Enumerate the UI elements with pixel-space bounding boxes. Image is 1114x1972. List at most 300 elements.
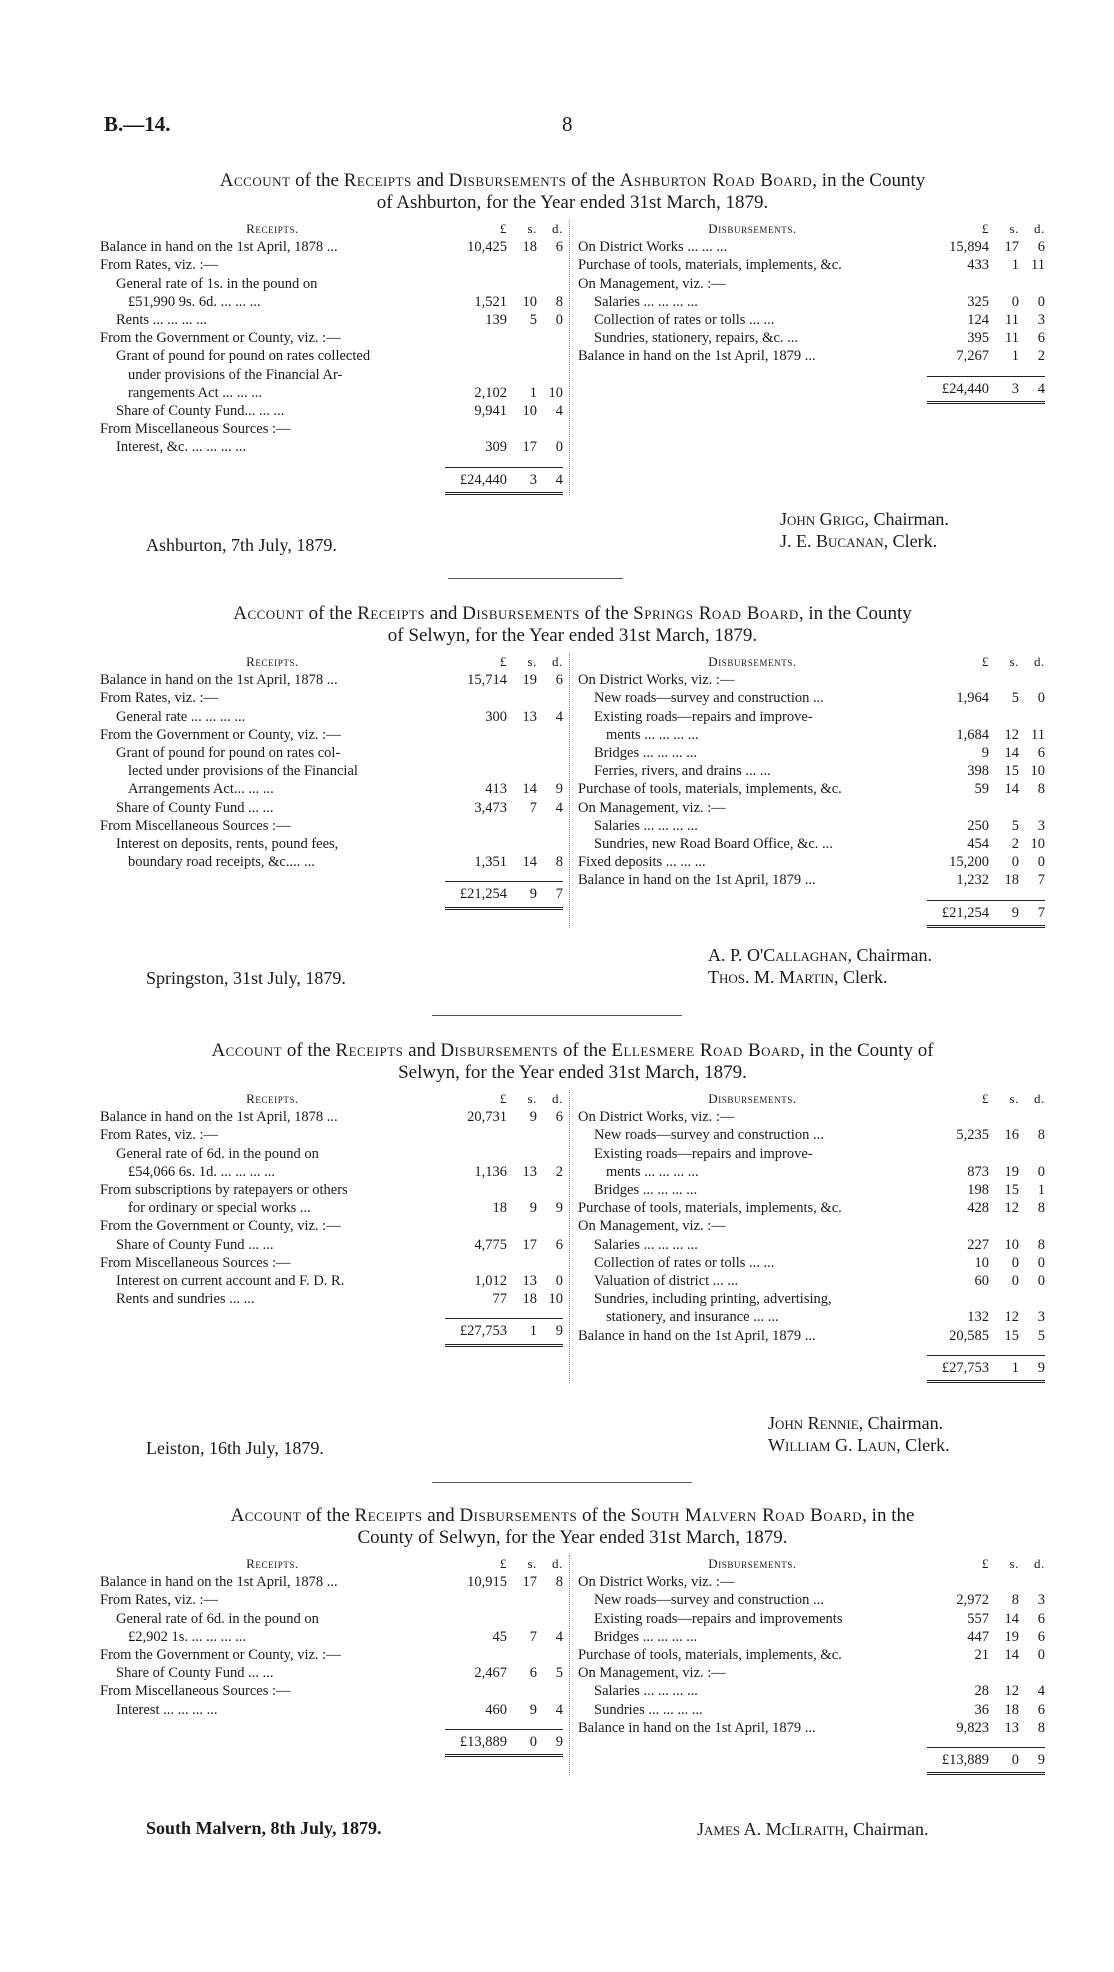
- receipt-label: From Rates, viz. :—: [100, 1592, 219, 1609]
- amount-pence: 6: [1037, 1701, 1045, 1718]
- amount-shillings: s.: [527, 221, 537, 236]
- amount-shillings: 14: [522, 781, 537, 798]
- amount-pence: 7: [1037, 872, 1045, 889]
- amount-pounds: 9,823: [956, 1719, 989, 1736]
- receipt-label: From the Government or County, viz. :—: [100, 1218, 341, 1235]
- amount-pence: 5: [555, 1665, 563, 1682]
- amount-pounds: 36: [974, 1701, 989, 1718]
- receipt-label: Arrangements Act... ... ...: [128, 781, 274, 798]
- amount-shillings: 0: [1011, 1752, 1019, 1769]
- disbursements-total-row: [578, 900, 1045, 928]
- place-date: Leiston, 16th July, 1879.: [146, 1438, 324, 1458]
- disbursements-total-row: [578, 1355, 1045, 1383]
- amount-pence: 7: [1037, 904, 1045, 921]
- amount-shillings: 6: [529, 1665, 537, 1682]
- amount-shillings: 1: [529, 1323, 537, 1340]
- disbursement-row: [578, 671, 1045, 689]
- receipt-label: Balance in hand on the 1st April, 1878 ...: [100, 672, 338, 689]
- amount-shillings: 14: [1004, 1647, 1019, 1664]
- amount-pence: 0: [555, 1273, 563, 1290]
- disbursement-row: [578, 1327, 1045, 1345]
- disbursement-row: [578, 1126, 1045, 1144]
- amount-pence: 6: [555, 1236, 563, 1253]
- clerk-name: William G. Laun: [768, 1435, 897, 1455]
- amount-shillings: s.: [1009, 1091, 1019, 1106]
- receipt-row: [100, 329, 563, 347]
- amount-pence: 5: [1037, 1327, 1045, 1344]
- receipt-label: From subscriptions by ratepayers or others: [100, 1182, 348, 1199]
- amount-pence: 4: [555, 471, 563, 488]
- disbursements-column: [570, 1090, 1045, 1383]
- amount-pence: 0: [555, 439, 563, 456]
- amount-shillings: 19: [1004, 1628, 1019, 1645]
- disbursement-label: Existing roads—repairs and improvements: [594, 1610, 843, 1627]
- amount-pence: d.: [1034, 654, 1045, 669]
- amount-shillings: 0: [1011, 293, 1019, 310]
- road-board-name: Springs Road Board: [633, 603, 799, 624]
- amount-pence: 0: [1037, 1273, 1045, 1290]
- receipt-label: Share of County Fund... ... ...: [116, 403, 285, 420]
- disbursement-row: [578, 817, 1045, 835]
- amount-pounds: 460: [485, 1701, 507, 1718]
- receipt-label: Rents ... ... ... ...: [116, 312, 208, 329]
- signature-block: [708, 944, 932, 988]
- disbursement-label: Sundries ... ... ... ...: [594, 1701, 703, 1718]
- disbursements-total-row: [578, 376, 1045, 404]
- amount-shillings: 17: [522, 1574, 537, 1591]
- disbursements-heading: Disbursements.: [708, 1091, 797, 1106]
- amount-pence: d.: [552, 1091, 563, 1106]
- receipt-row: [100, 384, 563, 402]
- disbursement-row: [578, 1199, 1045, 1217]
- amount-pence: 0: [1037, 1163, 1045, 1180]
- receipt-label: From the Government or County, viz. :—: [100, 726, 341, 743]
- amount-shillings: 8: [1011, 1592, 1019, 1609]
- amount-pence: 0: [1037, 1254, 1045, 1271]
- receipt-label: From Miscellaneous Sources :—: [100, 1683, 291, 1700]
- receipt-label: From Rates, viz. :—: [100, 1127, 219, 1144]
- amount-pounds: 45: [492, 1628, 507, 1645]
- amount-pence: 8: [1037, 1127, 1045, 1144]
- receipt-row: [100, 671, 563, 689]
- amount-shillings: 13: [522, 708, 537, 725]
- amount-pounds: 59: [974, 781, 989, 798]
- signature-block: [697, 1818, 928, 1840]
- amount-pence: 10: [1030, 836, 1045, 853]
- disbursement-row: [578, 1682, 1045, 1700]
- disbursement-row: [578, 1701, 1045, 1719]
- disbursement-row: [578, 1236, 1045, 1254]
- amount-shillings: 18: [522, 239, 537, 256]
- disbursement-label: Balance in hand on the 1st April, 1879 ...: [578, 872, 816, 889]
- amount-pounds: 139: [485, 312, 507, 329]
- amount-pence: 8: [1037, 1236, 1045, 1253]
- amount-pounds: 1,232: [956, 872, 989, 889]
- clerk-role: , Clerk.: [883, 531, 938, 551]
- disbursement-row: [578, 708, 1045, 726]
- chairman-name: John Rennie: [768, 1413, 859, 1433]
- disbursements-heading: Disbursements.: [708, 654, 797, 669]
- disbursement-row: [578, 762, 1045, 780]
- disbursement-label: Fixed deposits ... ... ...: [578, 854, 706, 871]
- amount-pounds: £: [499, 221, 507, 236]
- place-date: South Malvern, 8th July, 1879.: [146, 1818, 382, 1838]
- amount-shillings: 15: [1004, 1182, 1019, 1199]
- disbursement-row: [578, 238, 1045, 256]
- amount-shillings: 1: [1011, 257, 1019, 274]
- amount-pounds: 1,136: [474, 1163, 507, 1180]
- amount-shillings: 19: [1004, 1163, 1019, 1180]
- receipt-label: General rate of 1s. in the pound on: [116, 275, 318, 292]
- receipt-row: [100, 1573, 563, 1591]
- receipt-label: Share of County Fund ... ...: [116, 799, 274, 816]
- receipt-label: Grant of pound for pound on rates collected: [116, 348, 371, 365]
- disbursement-label: Bridges ... ... ... ...: [594, 1182, 698, 1199]
- disbursement-row: [578, 256, 1045, 274]
- amount-pence: 4: [555, 799, 563, 816]
- account-title: Account of the Receipts and Disbursements of the Ashburton Road Board, in the County of Ashburton, for the Year ended 31st March, 1879.: [219, 170, 926, 213]
- chairman-name: A. P. O'Callaghan: [708, 945, 848, 965]
- amount-pounds: 132: [967, 1309, 989, 1326]
- disbursement-row: [578, 1591, 1045, 1609]
- amount-pounds: 1,521: [474, 293, 507, 310]
- amount-shillings: 17: [522, 1236, 537, 1253]
- receipt-row: [100, 1272, 563, 1290]
- amount-pence: 1: [1037, 1182, 1045, 1199]
- amount-pounds: 20,731: [467, 1109, 507, 1126]
- amount-pence: 6: [555, 239, 563, 256]
- amount-pounds: £21,254: [941, 904, 989, 921]
- disbursement-row: [578, 744, 1045, 762]
- amount-pounds: £: [499, 1556, 507, 1571]
- amount-pence: 0: [1037, 293, 1045, 310]
- receipt-row: [100, 1199, 563, 1217]
- disbursement-row: [578, 1664, 1045, 1682]
- amount-pounds: £27,753: [941, 1359, 989, 1376]
- amount-shillings: 1: [1011, 348, 1019, 365]
- amount-shillings: s.: [527, 1091, 537, 1106]
- receipt-row: [100, 1591, 563, 1609]
- receipt-row: [100, 402, 563, 420]
- amount-shillings: 12: [1004, 1200, 1019, 1217]
- account-period: County of Selwyn, for the Year ended 31st March, 1879.: [357, 1527, 788, 1548]
- disbursement-label: Bridges ... ... ... ...: [594, 1628, 698, 1645]
- amount-pence: 9: [555, 1733, 563, 1750]
- amount-pounds: £: [499, 1091, 507, 1106]
- amount-shillings: s.: [1009, 221, 1019, 236]
- clerk-role: , Clerk.: [896, 1435, 950, 1455]
- amount-pounds: £: [981, 221, 989, 236]
- receipt-row: [100, 726, 563, 744]
- receipt-label: Grant of pound for pound on rates col-: [116, 745, 341, 762]
- amount-pence: 8: [1037, 1719, 1045, 1736]
- receipt-row: [100, 835, 563, 853]
- disbursement-label: stationery, and insurance ... ...: [606, 1309, 779, 1326]
- amount-shillings: 3: [1011, 380, 1019, 397]
- receipt-label: From Miscellaneous Sources :—: [100, 421, 291, 438]
- disbursements-total-row: [578, 1747, 1045, 1775]
- receipt-label: lected under provisions of the Financial: [128, 763, 358, 780]
- amount-pounds: 77: [492, 1291, 507, 1308]
- receipt-row: [100, 1290, 563, 1308]
- amount-pence: 8: [1037, 781, 1045, 798]
- amount-pence: 10: [548, 1291, 563, 1308]
- amount-pence: 9: [555, 781, 563, 798]
- amount-shillings: 9: [529, 1701, 537, 1718]
- disbursement-row: [578, 1628, 1045, 1646]
- amount-pounds: 10,425: [467, 239, 507, 256]
- amount-shillings: 0: [529, 1733, 537, 1750]
- amount-pounds: 250: [967, 817, 989, 834]
- amount-shillings: 11: [1005, 312, 1019, 329]
- amount-shillings: 16: [1004, 1127, 1019, 1144]
- receipt-row: [100, 275, 563, 293]
- receipt-label: for ordinary or special works ...: [128, 1200, 311, 1217]
- amount-pence: d.: [1034, 1556, 1045, 1571]
- amount-shillings: 18: [1004, 1701, 1019, 1718]
- amount-shillings: 14: [1004, 745, 1019, 762]
- receipt-row: [100, 1126, 563, 1144]
- account-south-malvern: [100, 1505, 1045, 1775]
- disbursement-row: [578, 726, 1045, 744]
- chairman-role: , Chairman.: [864, 509, 949, 529]
- amount-shillings: 13: [1004, 1719, 1019, 1736]
- amount-pence: 7: [555, 886, 563, 903]
- amount-shillings: 17: [1004, 239, 1019, 256]
- disbursement-row: [578, 799, 1045, 817]
- amount-shillings: s.: [527, 654, 537, 669]
- disbursement-label: Salaries ... ... ... ...: [594, 817, 698, 834]
- disbursement-row: [578, 780, 1045, 798]
- amount-pounds: 4,775: [474, 1236, 507, 1253]
- receipt-row: [100, 799, 563, 817]
- road-board-name: Ellesmere Road Board: [611, 1040, 800, 1061]
- amount-pence: 9: [1037, 1359, 1045, 1376]
- receipt-label: Share of County Fund ... ...: [116, 1665, 274, 1682]
- amount-pence: 6: [1037, 1628, 1045, 1645]
- amount-shillings: 7: [529, 799, 537, 816]
- amount-pounds: 10,915: [467, 1574, 507, 1591]
- amount-pounds: 1,351: [474, 854, 507, 871]
- chairman-role: , Chairman.: [843, 1819, 929, 1839]
- clerk-name: Thos. M. Martin: [708, 967, 834, 987]
- amount-shillings: 10: [522, 403, 537, 420]
- receipt-row: [100, 1682, 563, 1700]
- amount-pence: 9: [555, 1200, 563, 1217]
- amount-pence: 9: [1037, 1752, 1045, 1769]
- amount-pounds: 227: [967, 1236, 989, 1253]
- amount-pence: d.: [1034, 1091, 1045, 1106]
- chairman-name: James A. McIlraith: [697, 1819, 844, 1839]
- disbursement-row: [578, 347, 1045, 365]
- amount-pence: 11: [1031, 726, 1045, 743]
- amount-pounds: £: [981, 1556, 989, 1571]
- amount-pounds: 413: [485, 781, 507, 798]
- amount-pence: 0: [1037, 1647, 1045, 1664]
- disbursement-label: On District Works, viz. :—: [578, 1109, 735, 1126]
- disbursement-label: New roads—survey and construction ...: [594, 1592, 824, 1609]
- amount-pence: 2: [1037, 348, 1045, 365]
- account-ellesmere: [100, 1040, 1045, 1383]
- amount-pounds: 60: [974, 1273, 989, 1290]
- disbursement-row: [578, 1272, 1045, 1290]
- signature-block: [768, 1412, 950, 1456]
- amount-pence: 4: [555, 1701, 563, 1718]
- amount-pounds: 1,964: [956, 690, 989, 707]
- amount-pence: 6: [1037, 330, 1045, 347]
- amount-pounds: 873: [967, 1163, 989, 1180]
- amount-pounds: 124: [967, 312, 989, 329]
- receipt-label: General rate of 6d. in the pound on: [116, 1610, 319, 1627]
- receipt-row: [100, 1181, 563, 1199]
- amount-pounds: 395: [967, 330, 989, 347]
- amount-pence: 9: [555, 1323, 563, 1340]
- receipt-label: rangements Act ... ... ...: [128, 384, 263, 401]
- disbursement-label: On Management, viz. :—: [578, 799, 726, 816]
- amount-shillings: s.: [1009, 654, 1019, 669]
- amount-shillings: 1: [1011, 1359, 1019, 1376]
- amount-shillings: 9: [529, 886, 537, 903]
- disbursement-row: [578, 311, 1045, 329]
- disbursement-row: [578, 1719, 1045, 1737]
- receipt-row: [100, 853, 563, 871]
- amount-pence: 0: [1037, 854, 1045, 871]
- disbursement-label: Valuation of district ... ...: [594, 1273, 739, 1290]
- chairman-role: , Chairman.: [858, 1413, 944, 1433]
- amount-shillings: 14: [522, 854, 537, 871]
- receipt-label: Interest on current account and F. D. R.: [116, 1273, 345, 1290]
- disbursement-row: [578, 871, 1045, 889]
- disbursement-row: [578, 1610, 1045, 1628]
- disbursement-label: Ferries, rivers, and drains ... ...: [594, 763, 771, 780]
- amount-shillings: 12: [1004, 1683, 1019, 1700]
- receipt-row: [100, 366, 563, 384]
- amount-pounds: £27,753: [459, 1323, 507, 1340]
- disbursement-label: Purchase of tools, materials, implements, &c.: [578, 1200, 842, 1217]
- disbursements-column: [570, 220, 1045, 495]
- amount-pounds: 9: [981, 745, 989, 762]
- receipt-row: [100, 1108, 563, 1126]
- receipt-row: [100, 256, 563, 274]
- disbursements-heading: Disbursements.: [708, 221, 797, 236]
- receipt-row: [100, 1646, 563, 1664]
- amount-pence: 3: [1037, 1592, 1045, 1609]
- chairman-role: , Chairman.: [847, 945, 932, 965]
- amount-pence: d.: [552, 221, 563, 236]
- amount-pounds: £: [981, 654, 989, 669]
- amount-pounds: 10: [974, 1254, 989, 1271]
- disbursement-row: [578, 689, 1045, 707]
- amount-shillings: 9: [529, 1109, 537, 1126]
- disbursement-label: Purchase of tools, materials, implements, &c.: [578, 257, 842, 274]
- amount-pence: 6: [555, 672, 563, 689]
- amount-pounds: 15,200: [949, 854, 989, 871]
- disbursement-label: New roads—survey and construction ...: [594, 690, 824, 707]
- account-period: of Selwyn, for the Year ended 31st March, 1879.: [387, 625, 758, 646]
- disbursement-label: Salaries ... ... ... ...: [594, 1236, 698, 1253]
- disbursement-label: Purchase of tools, materials, implements, &c.: [578, 781, 842, 798]
- disbursement-label: Collection of rates or tolls ... ...: [594, 1254, 775, 1271]
- receipt-label: boundary road receipts, &c.... ...: [128, 854, 315, 871]
- amount-pounds: 1,012: [474, 1273, 507, 1290]
- disbursement-label: ments ... ... ... ...: [606, 726, 699, 743]
- chairman-name: John Grigg: [780, 509, 865, 529]
- amount-pence: d.: [552, 1556, 563, 1571]
- amount-pounds: £21,254: [459, 886, 507, 903]
- receipt-row: [100, 817, 563, 835]
- amount-shillings: 3: [529, 471, 537, 488]
- receipts-heading: Receipts.: [246, 1556, 299, 1571]
- disbursement-row: [578, 1217, 1045, 1235]
- amount-shillings: 9: [529, 1200, 537, 1217]
- amount-pence: 6: [1037, 745, 1045, 762]
- amount-pence: 10: [548, 384, 563, 401]
- amount-shillings: 2: [1011, 836, 1019, 853]
- receipt-row: [100, 1217, 563, 1235]
- disbursement-row: [578, 1163, 1045, 1181]
- amount-pounds: £24,440: [941, 380, 989, 397]
- amount-pence: 8: [555, 1574, 563, 1591]
- receipt-label: Interest on deposits, rents, pound fees,: [116, 836, 339, 853]
- disbursement-label: Existing roads—repairs and improve-: [594, 708, 813, 725]
- receipt-label: £54,066 6s. 1d. ... ... ... ...: [128, 1163, 276, 1180]
- receipt-row: [100, 780, 563, 798]
- receipt-label: Rents and sundries ... ...: [116, 1291, 255, 1308]
- amount-pounds: 325: [967, 293, 989, 310]
- receipt-label: General rate of 6d. in the pound on: [116, 1145, 319, 1162]
- amount-pence: 3: [1037, 312, 1045, 329]
- account-title: Account of the Receipts and Disbursements of the Springs Road Board, in the County of Selwyn, for the Year ended 31st March, 1879.: [233, 603, 912, 646]
- amount-pounds: 1,684: [956, 726, 989, 743]
- amount-pounds: 7,267: [956, 348, 989, 365]
- amount-pence: 4: [555, 708, 563, 725]
- receipt-label: £51,990 9s. 6d. ... ... ...: [128, 293, 261, 310]
- amount-pence: 4: [1037, 1683, 1045, 1700]
- receipt-label: From Miscellaneous Sources :—: [100, 817, 291, 834]
- amount-pounds: £24,440: [459, 471, 507, 488]
- amount-shillings: 12: [1004, 1309, 1019, 1326]
- receipt-row: [100, 347, 563, 365]
- place-date: Springston, 31st July, 1879.: [146, 968, 346, 988]
- disbursement-row: [578, 329, 1045, 347]
- account-title: Account of the Receipts and Disbursements of the Ellesmere Road Board, in the County of Selwyn, for the Year ended 31st March, 1879.: [211, 1040, 934, 1083]
- amount-pounds: £: [981, 1091, 989, 1106]
- disbursement-row: [578, 1290, 1045, 1308]
- receipts-heading: Receipts.: [246, 221, 299, 236]
- disbursement-label: Bridges ... ... ... ...: [594, 745, 698, 762]
- receipt-row: [100, 1610, 563, 1628]
- disbursement-label: Existing roads—repairs and improve-: [594, 1145, 813, 1162]
- amount-shillings: 10: [1004, 1236, 1019, 1253]
- receipt-label: under provisions of the Financial Ar-: [128, 366, 343, 383]
- amount-pounds: 2,467: [474, 1665, 507, 1682]
- receipt-row: [100, 438, 563, 456]
- amount-pounds: 433: [967, 257, 989, 274]
- amount-shillings: 19: [522, 672, 537, 689]
- amount-pounds: 5,235: [956, 1127, 989, 1144]
- disbursement-row: [578, 853, 1045, 871]
- amount-pounds: 309: [485, 439, 507, 456]
- account-title: Account of the Receipts and Disbursements of the South Malvern Road Board, in the County of Selwyn, for the Year ended 31st March, 1879.: [230, 1505, 915, 1548]
- road-board-name: South Malvern Road Board: [630, 1505, 863, 1526]
- account-ashburton: [100, 170, 1045, 495]
- receipt-label: Interest, &c. ... ... ... ...: [116, 439, 247, 456]
- account-period: of Ashburton, for the Year ended 31st March, 1879.: [376, 192, 769, 213]
- disbursement-row: [578, 1145, 1045, 1163]
- divider: [448, 578, 623, 579]
- amount-pence: d.: [1034, 221, 1045, 236]
- clerk-role: , Clerk.: [833, 967, 888, 987]
